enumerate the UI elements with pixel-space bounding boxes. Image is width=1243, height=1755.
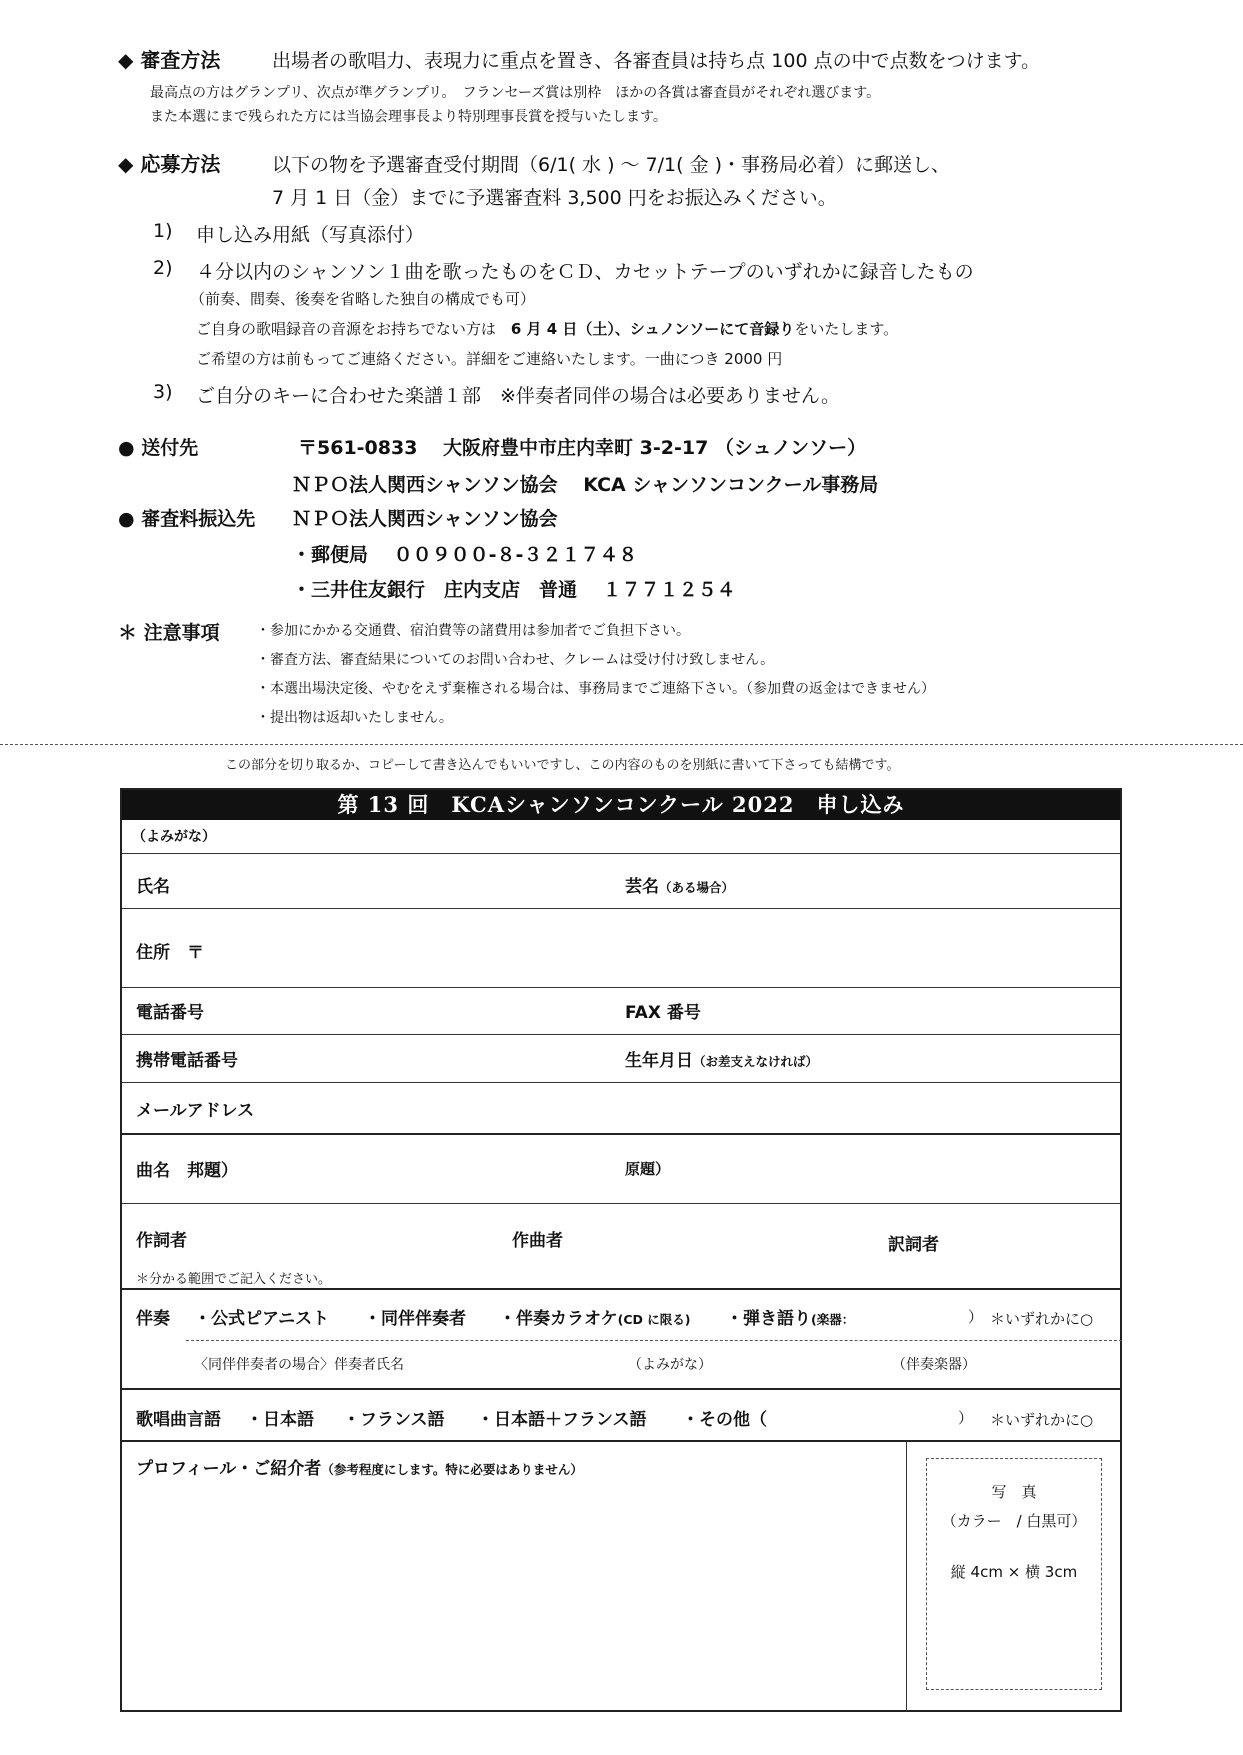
language-option-both[interactable]: ・日本語＋フランス語: [477, 1410, 647, 1430]
application-item-2-sub-1: （前奏、間奏、後奏を省略した独自の構成でも可）: [190, 290, 536, 308]
payment-org: ＮＰＯ法人関西シャンソン協会: [292, 508, 558, 530]
profile-photo-divider: [906, 1441, 907, 1712]
composer-label[interactable]: 作曲者: [512, 1231, 563, 1251]
judging-note-1: 最高点の方はグランプリ、次点が準グランプリ。 フランセーズ賞は別枠 ほかの各賞は審査員がそれぞれ選びます。: [150, 85, 881, 101]
payment-label: ● 審査料振込先: [118, 508, 256, 530]
phone-label[interactable]: 電話番号: [136, 1003, 204, 1023]
notes-item-3: ・本選出場決定後、やむをえず棄権される場合は、事務局までご連絡下さい。（参加費の返金はできません）: [256, 681, 935, 697]
accompaniment-label: 伴奏: [136, 1309, 170, 1329]
row-divider: [122, 1082, 1120, 1083]
application-line-1: 以下の物を予選審査受付期間（6/1( 水 ) 〜 7/1( 金 )・事務局必着）に郵送し、: [272, 154, 951, 176]
payment-postal: ・郵便局 ００９００-８-３２１７４８: [292, 544, 638, 566]
row-divider: [122, 853, 1120, 854]
form-header: 第 13 回 KCAシャンソンコンクール 2022 申し込み: [122, 790, 1120, 820]
translator-label[interactable]: 訳詞者: [888, 1235, 939, 1255]
application-item-1-num: 1): [153, 220, 173, 242]
original-title-label[interactable]: 原題）: [625, 1160, 671, 1178]
accomp-dashed-divider: [186, 1340, 1122, 1341]
judging-note-2: また本選にまで残られた方には当協会理事長より特別理事長賞を授与いたします。: [150, 109, 667, 125]
accomp-option-own-accompanist[interactable]: ・同伴伴奏者: [364, 1309, 466, 1329]
photo-title: 写 真: [991, 1483, 1037, 1501]
language-option-french[interactable]: ・フランス語: [343, 1410, 445, 1430]
language-close-paren: ）: [958, 1409, 974, 1427]
range-note: ＊分かる範囲でご記入ください。: [136, 1272, 332, 1287]
accomp-option-karaoke[interactable]: ・伴奏カラオケ(CD に限る): [499, 1309, 691, 1329]
accomp-either-mark: ＊いずれかに○: [990, 1310, 1094, 1328]
send-org: ＮＰＯ法人関西シャンソン協会 KCA シャンソンコンクール事務局: [292, 474, 879, 496]
yomigana-label: （よみがな）: [132, 829, 216, 845]
accompanist-yomigana-label[interactable]: （よみがな）: [628, 1357, 712, 1373]
song-title-label[interactable]: 曲名 邦題）: [136, 1161, 238, 1181]
lyricist-label[interactable]: 作詞者: [136, 1231, 187, 1251]
application-item-2-sub-3: ご希望の方は前もってご連絡ください。詳細をご連絡いたします。一曲につき 2000 円: [196, 350, 783, 368]
photo-box[interactable]: [926, 1458, 1102, 1690]
photo-color-note: （カラー / 白黒可）: [941, 1512, 1087, 1530]
application-item-1: 申し込み用紙（写真添付）: [196, 224, 425, 246]
language-option-other[interactable]: ・その他（: [682, 1410, 767, 1430]
application-item-2-num: 2): [153, 257, 173, 279]
birth-label[interactable]: 生年月日（お差支えなければ）: [625, 1051, 819, 1071]
address-label[interactable]: 住所 〒: [136, 943, 204, 963]
row-divider: [122, 1388, 1120, 1390]
fax-label[interactable]: FAX 番号: [625, 1003, 701, 1023]
language-either-mark: ＊いずれかに○: [990, 1411, 1094, 1429]
photo-size-note: 縦 4cm × 横 3cm: [950, 1563, 1078, 1581]
payment-bank: ・三井住友銀行 庄内支店 普通 １７７１２５４: [292, 579, 736, 601]
application-line-2: 7 月 1 日（金）までに予選審査料 3,500 円をお振込みください。: [272, 187, 837, 209]
row-divider: [122, 908, 1120, 909]
application-item-2-sub-2: ご自身の歌唱録音の音源をお持ちでない方は 6 月 4 日（土）、シュノンソーにて音録りをいたします。: [196, 320, 899, 338]
notes-item-1: ・参加にかかる交通費、宿泊費等の諸費用は参加者でご負担下さい。: [256, 623, 690, 639]
email-label[interactable]: メールアドレス: [136, 1101, 255, 1121]
row-divider: [122, 1288, 1120, 1290]
row-divider: [122, 1440, 1120, 1442]
row-divider: [122, 1203, 1120, 1204]
send-address: 〒561-0833 大阪府豊中市庄内幸町 3-2-17 （シュノンソー）: [298, 437, 867, 459]
application-form: [120, 788, 1122, 1712]
application-item-3: ご自分のキーに合わせた楽譜１部 ※伴奏者同伴の場合は必要ありません。: [196, 385, 841, 407]
row-divider: [122, 987, 1120, 988]
accomp-close-paren: ）: [968, 1308, 984, 1326]
stage-name-label[interactable]: 芸名（ある場合）: [625, 877, 735, 897]
application-item-2: ４分以内のシャンソン１曲を歌ったものをＣＤ、カセットテープのいずれかに録音したもの: [196, 261, 974, 283]
cut-line: [0, 744, 1243, 745]
name-label[interactable]: 氏名: [136, 877, 170, 897]
cut-note: この部分を切り取るか、コピーして書き込んでもいいですし、この内容のものを別紙に書いて下さっても結構です。: [225, 758, 900, 773]
accomp-option-official-pianist[interactable]: ・公式ピアニスト: [194, 1309, 330, 1329]
send-label: ● 送付先: [118, 437, 199, 459]
accompanist-instrument-label[interactable]: （伴奏楽器）: [892, 1357, 976, 1373]
notes-item-2: ・審査方法、審査結果についてのお問い合わせ、クレームは受け付け致しません。: [256, 652, 775, 668]
judging-main: 出場者の歌唱力、表現力に重点を置き、各審査員は持ち点 100 点の中で点数をつけます。: [272, 50, 1041, 72]
mobile-label[interactable]: 携帯電話番号: [136, 1051, 238, 1071]
language-option-japanese[interactable]: ・日本語: [246, 1410, 314, 1430]
notes-label: ＊ 注意事項: [118, 622, 220, 644]
notes-item-4: ・提出物は返却いたしません。: [256, 710, 453, 726]
row-divider: [122, 1034, 1120, 1035]
application-item-3-num: 3): [153, 381, 173, 403]
language-label: 歌唱曲言語: [136, 1410, 221, 1430]
row-divider: [122, 1133, 1120, 1135]
accomp-option-self[interactable]: ・弾き語り(楽器：: [726, 1309, 855, 1329]
accompanist-name-label[interactable]: 〈同伴伴奏者の場合〉伴奏者氏名: [194, 1357, 404, 1373]
profile-label[interactable]: プロフィール・ご紹介者（参考程度にします。特に必要はありません）: [136, 1459, 583, 1479]
judging-title: ◆ 審査方法: [118, 48, 221, 72]
application-title: ◆ 応募方法: [118, 152, 221, 176]
